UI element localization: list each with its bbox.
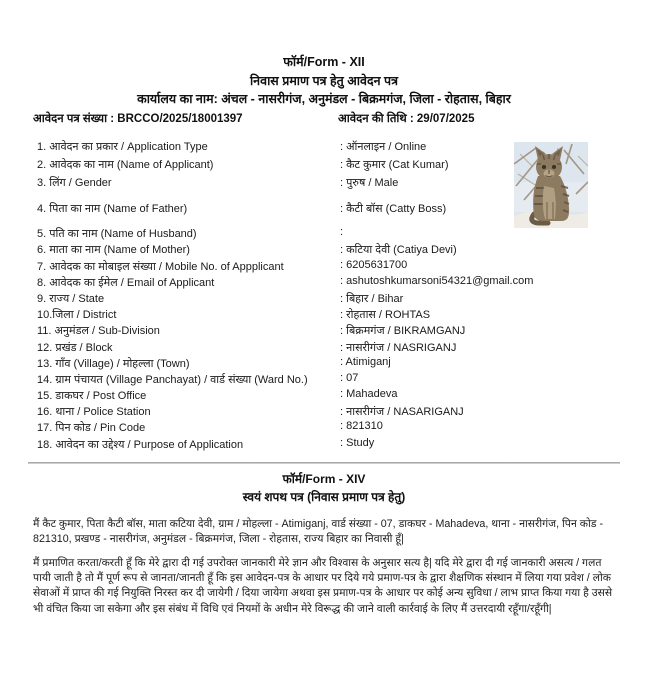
form-item-row [37, 323, 615, 339]
section-divider [28, 462, 620, 464]
form-item-row [37, 372, 615, 388]
form-item-row [37, 226, 615, 242]
application-number: आवेदन पत्र संख्या : BRCCO/2025/18001397 [33, 113, 243, 125]
form-item-value: : ऑनलाइन / Online [340, 141, 427, 153]
form-item-row [37, 437, 615, 453]
form-item-value: : बिक्रमगंज / BIKRAMGANJ [340, 325, 466, 338]
form-item-value: : नासरीगंज / NASARIGANJ [340, 406, 464, 419]
form-item-label: 13. गाँव (Village) / मोहल्ला (Town) [37, 357, 190, 370]
form-item-value: : 07 [340, 371, 359, 384]
form12-office-line: कार्यालय का नाम: अंचल - नासरीगंज, अनुमंडल - बिक्रमगंज, जिला - रोहतास, बिहार [137, 92, 511, 106]
form-item-row [37, 340, 615, 356]
form-item-value: : बिहार / Bihar [340, 292, 404, 305]
form-item-row [37, 356, 615, 372]
form-item-value: : Mahadeva [340, 388, 398, 401]
form-item-value: : 821310 [340, 420, 383, 433]
form-item-label: 1. आवेदन का प्रकार / Application Type [37, 141, 208, 153]
form-item-label: 7. आवेदक का मोबाइल संख्या / Mobile No. of Appplicant [37, 260, 284, 273]
form14-subtitle: स्वयं शपथ पत्र (निवास प्रमाण पत्र हेतु) [242, 489, 406, 504]
declaration-residence-paragraph: मैं कैट कुमार, पिता कैटी बॉस, माता कटिया देवी, ग्राम / मोहल्ला - Atimiganj, वार्ड संख्या - 07, डाकघर - Mahadeva, थाना - नासरीगंज, पिन कोड - 821310, प्रखण्ड - नासरीगंज, अनुमंडल - बिक्रमगंज, जिला - रोहतास, राज्य बिहार का निवासी हूँ| [33, 518, 604, 546]
form-item-label: 2. आवेदक का नाम (Name of Applicant) [37, 159, 214, 171]
form14-title: फॉर्म/Form - XIV [282, 472, 366, 486]
cat-photo-graphic [514, 142, 588, 228]
form-item-row [37, 388, 615, 404]
form-item-value: : कटिया देवी (Catiya Devi) [340, 244, 457, 257]
form-item-value: : 6205631700 [340, 258, 408, 271]
form-item-row [37, 291, 615, 307]
form-item-value: : पुरुष / Male [340, 177, 399, 189]
form-item-label: 6. माता का नाम (Name of Mother) [37, 244, 190, 257]
form-item-value: : कैट कुमार (Cat Kumar) [340, 159, 449, 171]
form-item-label: 8. आवेदक का ईमेल / Email of Applicant [37, 276, 215, 289]
form-item-row [37, 275, 615, 291]
form12-subtitle: निवास प्रमाण पत्र हेतु आवेदन पत्र [249, 73, 399, 88]
applicant-photo [514, 142, 588, 228]
form-item-label: 15. डाकघर / Post Office [37, 390, 147, 403]
form-item-label: 12. प्रखंड / Block [37, 341, 113, 354]
form14-header [0, 471, 648, 506]
form-item-label: 11. अनुमंडल / Sub-Division [37, 325, 160, 338]
form-item-row [37, 307, 615, 323]
form-item-label: 5. पति का नाम (Name of Husband) [37, 228, 197, 241]
application-meta-row [0, 111, 648, 127]
form-item-value: : नासरीगंज / NASRIGANJ [340, 341, 457, 354]
form12-title: फॉर्म/Form - XII [283, 55, 365, 69]
form-item-label: 4. पिता का नाम (Name of Father) [37, 203, 188, 215]
declaration-oath-paragraph: मैं प्रमाणित करता/करती हूँ कि मेरे द्वारा दी गई उपरोक्त जानकारी मेरे ज्ञान और विश्वास के अनुसार सत्य है| यदि मेरे द्वारा दी गई जानकारी असत्य / गलत पायी जाती है तो मैं पूर्ण रूप से जानता/जानती हूँ कि इस आवेदन-पत्र के आधार पर दिये गये प्रमाण-पत्र के द्वारा शैक्षणिक संस्थान में लिया गया प्रवेश / लोक सेवाओं में प्राप्त की गई नियुक्ति निरस्त कर दी जायेगी / दिया जायेगा अथवा इस प्रमाण-पत्र के आधार पर कोई अन्य सुविधा / लाभ प्राप्त किया गया है उससे भी वंचित किया जा सकेगा और इस संबंध में विधि एवं नियमों के अधीन मेरे विरूद्ध की जाने वाली कार्रवाई के लिए मैं उत्तरदायी रहूँगा/रहूँगी| [33, 557, 613, 615]
form-item-label: 16. थाना / Police Station [37, 406, 151, 419]
form-item-label: 17. पिन कोड / Pin Code [37, 422, 146, 435]
form-item-value: : कैटी बॉस (Catty Boss) [340, 203, 447, 215]
form-item-value: : ashutoshkumarsoni54321@gmail.com [340, 274, 534, 287]
form-item-row [37, 242, 615, 258]
form-item-row [37, 259, 615, 275]
form-item-label: 18. आवेदन का उद्देश्य / Purpose of Application [37, 438, 244, 451]
form-item-value: : रोहतास / ROHTAS [340, 309, 431, 322]
form12-header [0, 53, 648, 109]
form-item-value: : Atimiganj [340, 355, 391, 368]
form-item-value: : Study [340, 436, 375, 449]
form-item-label: 14. ग्राम पंचायत (Village Panchayat) / वार्ड संख्या (Ward No.) [37, 373, 308, 386]
form-item-row [37, 420, 615, 436]
application-date: आवेदन की तिथि : 29/07/2025 [338, 113, 475, 125]
form-item-label: 9. राज्य / State [37, 292, 105, 305]
form-item-row [37, 404, 615, 420]
form-item-label: 10.जिला / District [37, 309, 117, 322]
form-item-label: 3. लिंग / Gender [37, 177, 112, 189]
form-item-value: : [340, 226, 344, 239]
